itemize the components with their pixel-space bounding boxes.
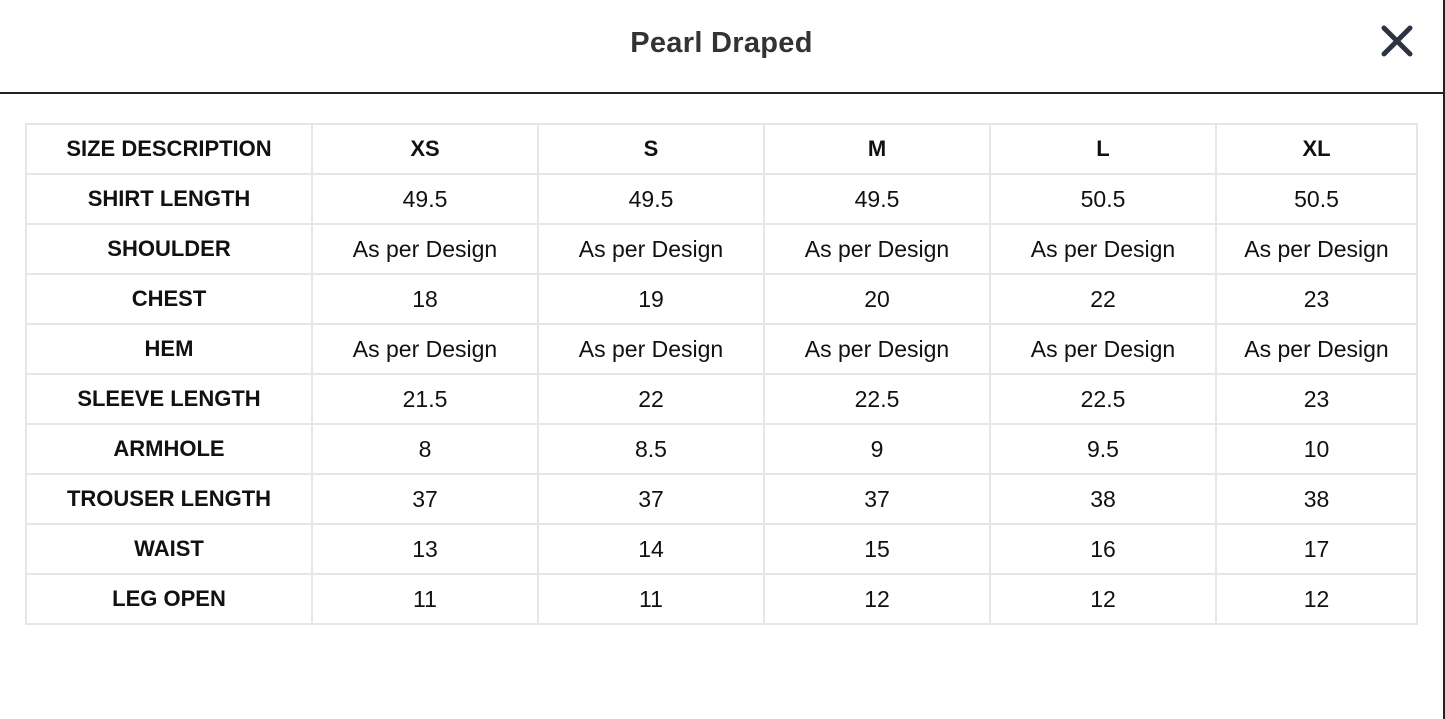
modal-title: Pearl Draped bbox=[630, 27, 813, 59]
table-cell: 38 bbox=[990, 474, 1216, 524]
table-cell: As per Design bbox=[990, 224, 1216, 274]
row-label: SHIRT LENGTH bbox=[26, 174, 312, 224]
table-cell: 49.5 bbox=[764, 174, 990, 224]
table-cell: 37 bbox=[312, 474, 538, 524]
table-cell: 50.5 bbox=[990, 174, 1216, 224]
table-cell: 22.5 bbox=[990, 374, 1216, 424]
header-size-m: M bbox=[764, 124, 990, 174]
table-cell: 22.5 bbox=[764, 374, 990, 424]
table-cell: As per Design bbox=[990, 324, 1216, 374]
table-row bbox=[26, 324, 1417, 374]
modal-header bbox=[0, 0, 1443, 94]
table-cell: 9 bbox=[764, 424, 990, 474]
row-label: LEG OPEN bbox=[26, 574, 312, 624]
table-cell: As per Design bbox=[1216, 324, 1417, 374]
table-cell: As per Design bbox=[764, 224, 990, 274]
row-label: TROUSER LENGTH bbox=[26, 474, 312, 524]
row-label: WAIST bbox=[26, 524, 312, 574]
table-row bbox=[26, 574, 1417, 624]
table-cell: As per Design bbox=[312, 224, 538, 274]
table-cell: 49.5 bbox=[538, 174, 764, 224]
table-cell: 8 bbox=[312, 424, 538, 474]
header-size-xl: XL bbox=[1216, 124, 1417, 174]
table-cell: 21.5 bbox=[312, 374, 538, 424]
header-size-l: L bbox=[990, 124, 1216, 174]
table-cell: 49.5 bbox=[312, 174, 538, 224]
header-size-description: SIZE DESCRIPTION bbox=[26, 124, 312, 174]
row-label: HEM bbox=[26, 324, 312, 374]
table-cell: 12 bbox=[1216, 574, 1417, 624]
table-cell: 37 bbox=[538, 474, 764, 524]
table-header-row bbox=[26, 124, 1417, 174]
table-cell: 37 bbox=[764, 474, 990, 524]
size-chart-table bbox=[25, 123, 1418, 625]
row-label: SHOULDER bbox=[26, 224, 312, 274]
table-cell: As per Design bbox=[312, 324, 538, 374]
header-size-xs: XS bbox=[312, 124, 538, 174]
table-row bbox=[26, 474, 1417, 524]
table-row bbox=[26, 424, 1417, 474]
table-cell: 11 bbox=[538, 574, 764, 624]
table-cell: 22 bbox=[538, 374, 764, 424]
table-row bbox=[26, 174, 1417, 224]
size-chart-table-wrapper bbox=[25, 123, 1418, 625]
table-cell: As per Design bbox=[538, 224, 764, 274]
table-cell: 50.5 bbox=[1216, 174, 1417, 224]
table-row bbox=[26, 224, 1417, 274]
table-row bbox=[26, 524, 1417, 574]
table-cell: As per Design bbox=[1216, 224, 1417, 274]
table-cell: As per Design bbox=[764, 324, 990, 374]
table-cell: 12 bbox=[764, 574, 990, 624]
table-cell: 16 bbox=[990, 524, 1216, 574]
table-cell: 23 bbox=[1216, 374, 1417, 424]
table-cell: 9.5 bbox=[990, 424, 1216, 474]
table-row bbox=[26, 274, 1417, 324]
header-size-s: S bbox=[538, 124, 764, 174]
row-label: ARMHOLE bbox=[26, 424, 312, 474]
table-cell: 13 bbox=[312, 524, 538, 574]
row-label: SLEEVE LENGTH bbox=[26, 374, 312, 424]
table-cell: 15 bbox=[764, 524, 990, 574]
table-cell: 11 bbox=[312, 574, 538, 624]
table-row bbox=[26, 374, 1417, 424]
table-cell: 23 bbox=[1216, 274, 1417, 324]
table-cell: 10 bbox=[1216, 424, 1417, 474]
table-cell: 17 bbox=[1216, 524, 1417, 574]
table-cell: 38 bbox=[1216, 474, 1417, 524]
table-cell: 19 bbox=[538, 274, 764, 324]
close-icon[interactable] bbox=[1380, 24, 1414, 58]
table-cell: 22 bbox=[990, 274, 1216, 324]
table-cell: As per Design bbox=[538, 324, 764, 374]
table-cell: 18 bbox=[312, 274, 538, 324]
table-cell: 14 bbox=[538, 524, 764, 574]
table-cell: 12 bbox=[990, 574, 1216, 624]
table-cell: 8.5 bbox=[538, 424, 764, 474]
row-label: CHEST bbox=[26, 274, 312, 324]
table-cell: 20 bbox=[764, 274, 990, 324]
